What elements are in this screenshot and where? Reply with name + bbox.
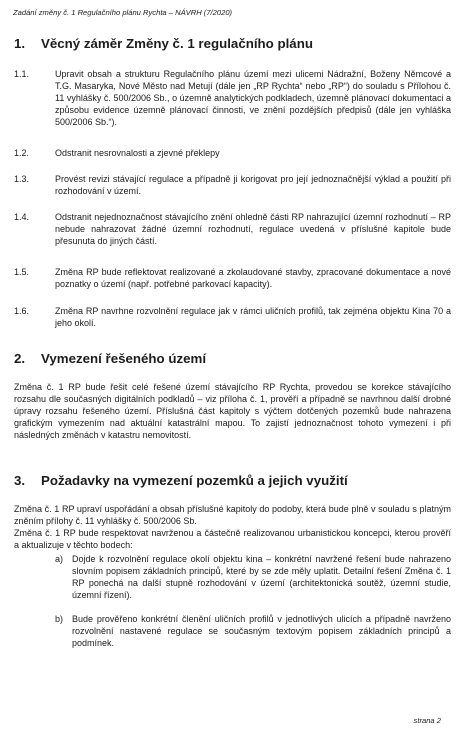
section-2-paragraph: Změna č. 1 RP bude řešit celé řešené území stávajícího RP Rychta, provedou se korekce stávajícího rozsahu dle současných digitálních podkladů – viz příloha č. 1, prověří a případně se navrhnou další drobné úpravy rozsahu řešeného území. Příslušná část kapitoly s výčtem dotčených pozemků bude nahrazena grafickým vymezením nad aktuální katastrální mapou. To zajistí jednoznačnost tohoto vymezení i při následných změnách v katastru nemovitostí. xyxy=(14,382,451,440)
item-text: Změna RP bude reflektovat realizované a zkolaudované stavby, zpracované dokumentace a nové poznatky o území (např. potřebné parkovací kapacity). xyxy=(55,267,451,289)
list-item: Dojde k rozvolnění regulace okolí objektu kina – konkrétní navržené řešení bude nahrazeno slovním popisem základních principů, které by se zde měly uplatit. Detailní řešení Změna č. 1 RP ponechá na další stupně rozhodování v území (architektonická soutěž, územní studie, územní řízení). xyxy=(72,554,451,600)
section-3-number: 3. xyxy=(14,473,26,488)
item-number: 1.1. xyxy=(14,69,30,79)
item-number: 1.2. xyxy=(14,148,30,158)
item-number: 1.4. xyxy=(14,212,30,222)
section-2-title: Vymezení řešeného území xyxy=(41,351,207,366)
list-item: Bude prověřeno konkrétní členění uličních profilů v jednotlivých ulicích a případně navrženo rozvolnění nastavené regulace se současným textovým popisem základních principů a podmínek. xyxy=(72,614,451,648)
section-1-number: 1. xyxy=(14,36,26,51)
list-letter: a) xyxy=(55,554,64,564)
section-3-title: Požadavky na vymezení pozemků a jejich využití xyxy=(41,473,348,488)
section-1-title: Věcný záměr Změny č. 1 regulačního plánu xyxy=(41,36,313,51)
item-number: 1.5. xyxy=(14,267,30,277)
item-text: Změna RP navrhne rozvolnění regulace jak v rámci uličních profilů, tak zejména objektu Kina 70 a jeho okolí. xyxy=(55,306,451,328)
section-2-number: 2. xyxy=(14,351,26,366)
item-number: 1.6. xyxy=(14,306,30,316)
section-3-paragraph-1: Změna č. 1 RP upraví uspořádání a obsah příslušné kapitoly do podoby, která bude plně v souladu s platným zněním přílohy č. 11 vyhlášky č. 500/2006 Sb. xyxy=(14,504,451,526)
item-text: Upravit obsah a strukturu Regulačního plánu území mezi ulicemi Nádražní, Boženy Němcové a T.G. Masaryka, Nové Město nad Metují (dále jen „RP Rychta“ nebo „RP“) do souladu s Přílohou č. 11 vyhlášky č. 500/2006 Sb., o územně analytických podkladech, územně plánovací dokumentaci a způsobu evidence územně plánovací činnosti, ve znění pozdějších předpisů (dále jen vyhláška 500/2006 Sb.“). xyxy=(55,69,451,127)
document-header: Zadání změny č. 1 Regulačního plánu Rychta – NÁVRH (7/2020) xyxy=(13,8,233,17)
item-text: Odstranit nesrovnalosti a zjevné překlepy xyxy=(55,148,220,158)
item-text: Odstranit nejednoznačnost stávajícího znění ohledně části RP nahrazující územní rozhodnutí – RP nebude nahrazovat žádné územní rozhodnutí, regulace uvedená v příslušné kapitole bude přesunuta do jiných částí. xyxy=(55,212,451,246)
item-text: Provést revizi stávající regulace a případně ji korigovat pro její jednoznačnější výklad a použití při rozhodování v území. xyxy=(55,174,451,196)
page-number: strana 2 xyxy=(413,716,441,725)
item-number: 1.3. xyxy=(14,174,30,184)
list-letter: b) xyxy=(55,614,64,624)
section-3-paragraph-2: Změna č. 1 RP bude respektovat navrženou a částečně realizovanou urbanistickou koncepci, kterou prověří a aktualizuje v těchto bodech: xyxy=(14,528,451,550)
